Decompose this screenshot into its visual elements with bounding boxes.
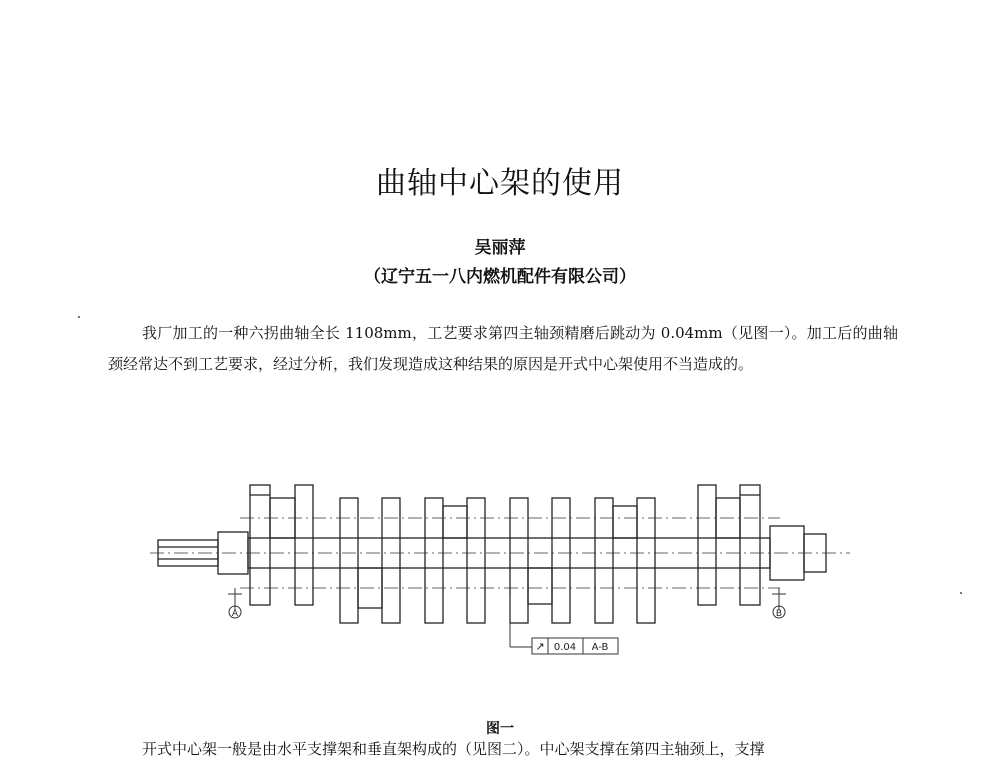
crank-web-5: [595, 498, 655, 623]
body-paragraph-2: 开式中心架一般是由水平支撑架和垂直架构成的（见图二）。中心架支撑在第四主轴颈上，支撑: [142, 740, 765, 758]
runout-symbol: ↗: [535, 640, 545, 653]
tolerance-reference: A-B: [591, 642, 609, 653]
article-title: 曲轴中心架的使用: [376, 166, 624, 201]
crank-web-4: [510, 498, 570, 623]
body-paragraph-1: 我厂加工的一种六拐曲轴全长 1108mm，工艺要求第四主轴颈精磨后跳动为 0.04mm（见图一）。加工后的曲轴颈经常达不到工艺要求，经过分析，我们发现造成这种结果的原因是开式中心架使用不当造成的。: [108, 324, 898, 373]
author-affiliation: （辽宁五一八内燃机配件有限公司）: [364, 267, 636, 287]
crank-web-3: [425, 498, 485, 623]
crankpin-5: [613, 506, 637, 538]
tolerance-value: 0.04: [553, 642, 577, 653]
crank-web-1: [250, 485, 313, 605]
crankshaft-drawing: [150, 470, 850, 655]
crankpin-4: [528, 568, 552, 604]
datum-b-label: B: [775, 609, 783, 619]
crank-web-6: [698, 485, 760, 605]
figure-caption: 图一: [486, 721, 514, 737]
datum-a-label: A: [231, 609, 239, 619]
scan-speck: [78, 316, 80, 318]
author-name: 吴丽萍: [474, 238, 526, 258]
crankpin-3: [443, 506, 467, 538]
crank-web-2: [340, 498, 400, 623]
scan-speck: [960, 592, 962, 594]
